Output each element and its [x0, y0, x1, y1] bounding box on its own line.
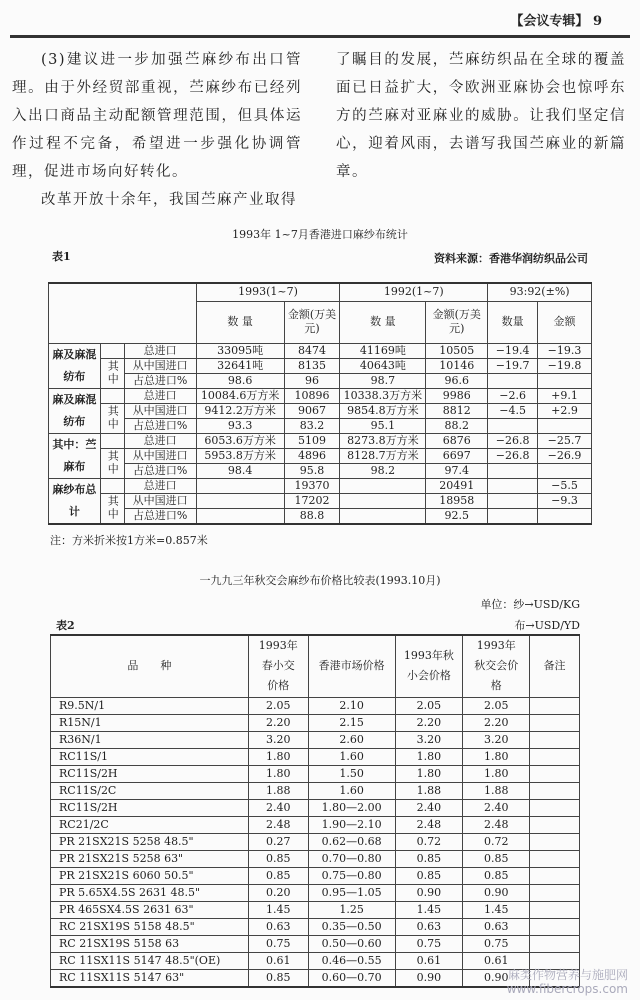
- cell: −19.7: [488, 358, 538, 373]
- variety-name: PR 21SX21S 5258 48.5": [51, 833, 249, 850]
- cell: 41169吨: [340, 343, 426, 358]
- price-cell: 0.61: [395, 952, 463, 969]
- cell: 96.6: [426, 373, 488, 388]
- note-cell: [530, 816, 580, 833]
- variety-name: RC21/2C: [51, 816, 249, 833]
- cell: 98.4: [196, 463, 284, 478]
- page-header: [510, 10, 602, 29]
- cell: 6053.6万方米: [196, 433, 284, 448]
- price-cell: 0.20: [248, 884, 308, 901]
- cell: −26.9: [538, 448, 592, 463]
- table-row: [51, 731, 580, 748]
- cell: 32641吨: [196, 358, 284, 373]
- paragraph: 改革开放十余年，我国苎麻产业取得: [41, 192, 297, 208]
- cell: 93.3: [196, 418, 284, 433]
- row-label: 占总进口%: [124, 373, 196, 388]
- empty-cell: [100, 343, 124, 358]
- table-row: [51, 714, 580, 731]
- cell: 17202: [284, 493, 340, 508]
- column-header: 香港市场价格: [308, 635, 395, 697]
- variety-name: R9.5N/1: [51, 697, 249, 714]
- price-cell: 2.48: [248, 816, 308, 833]
- price-cell: 2.40: [395, 799, 463, 816]
- price-cell: 0.62—0.68: [308, 833, 395, 850]
- cell: −2.6: [488, 388, 538, 403]
- note-cell: [530, 850, 580, 867]
- price-cell: 2.20: [463, 714, 530, 731]
- table-row: [51, 697, 580, 714]
- cell: [538, 373, 592, 388]
- cell: [488, 373, 538, 388]
- cell: −19.3: [538, 343, 592, 358]
- table-row: [49, 463, 592, 478]
- cell: [196, 508, 284, 524]
- empty-cell: [100, 388, 124, 403]
- cell: 6697: [426, 448, 488, 463]
- row-label: 总进口: [124, 478, 196, 493]
- variety-name: PR 21SX21S 6060 50.5": [51, 867, 249, 884]
- cell: 10146: [426, 358, 488, 373]
- cell: 9067: [284, 403, 340, 418]
- table-row: [51, 969, 580, 987]
- note-cell: [530, 799, 580, 816]
- price-cell: 1.45: [248, 901, 308, 918]
- cell: 9854.8万方米: [340, 403, 426, 418]
- price-cell: 0.75: [248, 935, 308, 952]
- row-label: 占总进口%: [124, 463, 196, 478]
- price-cell: 2.48: [395, 816, 463, 833]
- note-cell: [530, 901, 580, 918]
- header-rule: [10, 35, 630, 38]
- note-cell: [530, 867, 580, 884]
- variety-name: R15N/1: [51, 714, 249, 731]
- table-row: [51, 935, 580, 952]
- cell: 40643吨: [340, 358, 426, 373]
- price-cell: 1.60: [308, 748, 395, 765]
- price-cell: 0.63: [395, 918, 463, 935]
- price-cell: 0.61: [463, 952, 530, 969]
- cell: 4896: [284, 448, 340, 463]
- cell: 10338.3万方米: [340, 388, 426, 403]
- table1-source: 资料来源：香港华润纺织品公司: [434, 252, 588, 265]
- table2: [50, 634, 580, 988]
- price-cell: 0.90: [395, 969, 463, 987]
- price-cell: 3.20: [395, 731, 463, 748]
- cell: 33095吨: [196, 343, 284, 358]
- cell: 18958: [426, 493, 488, 508]
- price-cell: 0.72: [463, 833, 530, 850]
- cell: −19.8: [538, 358, 592, 373]
- header-pct: 93:92(±%): [488, 283, 592, 301]
- table-row: [51, 867, 580, 884]
- header-qty: 数 量: [196, 301, 284, 343]
- cell: −25.7: [538, 433, 592, 448]
- table-row: [49, 343, 592, 358]
- table-row: [49, 478, 592, 493]
- group-label: 其中：苎麻布: [49, 433, 101, 478]
- table-row: [51, 782, 580, 799]
- cell: −19.4: [488, 343, 538, 358]
- sub-label: 其中: [100, 403, 124, 433]
- price-cell: 1.25: [308, 901, 395, 918]
- price-cell: 1.80: [248, 748, 308, 765]
- row-label: 总进口: [124, 343, 196, 358]
- cell: −4.5: [488, 403, 538, 418]
- column-header: 1993年秋小会价格: [395, 635, 463, 697]
- price-cell: 0.63: [248, 918, 308, 935]
- column-header: 备注: [530, 635, 580, 697]
- header-amt: 金额(万美元): [426, 301, 488, 343]
- cell: 6876: [426, 433, 488, 448]
- table-row: [51, 816, 580, 833]
- sub-label: 其中: [100, 493, 124, 524]
- table-row: [49, 388, 592, 403]
- sub-label: 其中: [100, 358, 124, 388]
- header-qty: 数 量: [340, 301, 426, 343]
- price-cell: 0.70—0.80: [308, 850, 395, 867]
- cell: −26.8: [488, 448, 538, 463]
- price-cell: 2.20: [248, 714, 308, 731]
- variety-name: RC 11SX11S 5147 48.5"(OE): [51, 952, 249, 969]
- price-cell: 0.60—0.70: [308, 969, 395, 987]
- note-cell: [530, 697, 580, 714]
- variety-name: RC 21SX19S 5158 48.5": [51, 918, 249, 935]
- cell: [340, 478, 426, 493]
- note-cell: [530, 935, 580, 952]
- note-cell: [530, 833, 580, 850]
- cell: 88.2: [426, 418, 488, 433]
- left-column: [12, 46, 302, 214]
- note-cell: [530, 918, 580, 935]
- cell: 92.5: [426, 508, 488, 524]
- table1-label: 表1: [52, 250, 71, 263]
- variety-name: RC11S/2C: [51, 782, 249, 799]
- table-row: [51, 799, 580, 816]
- table-row: [51, 850, 580, 867]
- note-cell: [530, 714, 580, 731]
- cell: 20491: [426, 478, 488, 493]
- column-header: 1993年秋交会价格: [463, 635, 530, 697]
- table2-label: 表2: [56, 619, 75, 632]
- table-row: [49, 508, 592, 524]
- price-cell: 0.90: [463, 969, 530, 987]
- price-cell: 2.10: [308, 697, 395, 714]
- cell: +2.9: [538, 403, 592, 418]
- table-row: [49, 403, 592, 418]
- watermark-line: 麻类作物营养与施肥网: [507, 968, 628, 982]
- empty-cell: [100, 478, 124, 493]
- table-row: [49, 358, 592, 373]
- cell: [340, 508, 426, 524]
- cell: 8812: [426, 403, 488, 418]
- note-cell: [530, 782, 580, 799]
- group-label: 麻及麻混纺布: [49, 388, 101, 433]
- cell: 98.6: [196, 373, 284, 388]
- price-cell: 0.85: [248, 867, 308, 884]
- table-row: [49, 418, 592, 433]
- table-row: [49, 493, 592, 508]
- header-pct-qty: 数量: [488, 301, 538, 343]
- price-cell: 0.95—1.05: [308, 884, 395, 901]
- cell: 10084.6万方米: [196, 388, 284, 403]
- variety-name: RC 21SX19S 5158 63: [51, 935, 249, 952]
- cell: [196, 478, 284, 493]
- column-header: 品 种: [51, 635, 249, 697]
- row-label: 从中国进口: [124, 448, 196, 463]
- price-cell: 0.85: [395, 867, 463, 884]
- price-cell: 2.05: [248, 697, 308, 714]
- price-cell: 0.85: [248, 850, 308, 867]
- price-cell: 0.35—0.50: [308, 918, 395, 935]
- cell: [488, 493, 538, 508]
- price-cell: 1.88: [248, 782, 308, 799]
- sub-label: 其中: [100, 448, 124, 478]
- cell: [538, 418, 592, 433]
- cell: [488, 418, 538, 433]
- price-cell: 2.05: [395, 697, 463, 714]
- table-row: [51, 952, 580, 969]
- price-cell: 1.45: [395, 901, 463, 918]
- note-cell: [530, 952, 580, 969]
- price-cell: 1.50: [308, 765, 395, 782]
- price-cell: 1.88: [463, 782, 530, 799]
- table1-note: 注：方米折米按1方米=0.857米: [50, 534, 208, 547]
- cell: 97.4: [426, 463, 488, 478]
- cell: 8135: [284, 358, 340, 373]
- price-cell: 0.85: [463, 867, 530, 884]
- cell: −9.3: [538, 493, 592, 508]
- note-cell: [530, 731, 580, 748]
- variety-name: RC11S/2H: [51, 765, 249, 782]
- group-label: 麻及麻混纺布: [49, 343, 101, 388]
- cell: 88.8: [284, 508, 340, 524]
- price-cell: 2.05: [463, 697, 530, 714]
- table-row: [51, 918, 580, 935]
- table-row: [51, 833, 580, 850]
- watermark: [507, 968, 628, 996]
- cell: 98.2: [340, 463, 426, 478]
- price-cell: 3.20: [463, 731, 530, 748]
- price-cell: 3.20: [248, 731, 308, 748]
- header-amt: 金额(万美元): [284, 301, 340, 343]
- header-1992: 1992(1~7): [340, 283, 488, 301]
- row-label: 总进口: [124, 388, 196, 403]
- cell: [488, 463, 538, 478]
- price-cell: 1.80: [395, 748, 463, 765]
- price-cell: 1.80: [395, 765, 463, 782]
- table2-unit-cloth: 布→USD/YD: [514, 619, 580, 632]
- cell: 5953.8万方米: [196, 448, 284, 463]
- cell: 98.7: [340, 373, 426, 388]
- price-cell: 2.60: [308, 731, 395, 748]
- group-label: 麻纱布总 计: [49, 478, 101, 524]
- price-cell: 0.72: [395, 833, 463, 850]
- variety-name: RC11S/2H: [51, 799, 249, 816]
- note-cell: [530, 748, 580, 765]
- cell: 10896: [284, 388, 340, 403]
- watermark-line: www.fibercrops.com: [506, 982, 628, 996]
- variety-name: PR 465SX4.5S 2631 63": [51, 901, 249, 918]
- table1-title: 1993年 1~7月香港进口麻纱布统计: [232, 228, 408, 241]
- row-label: 占总进口%: [124, 418, 196, 433]
- row-label: 占总进口%: [124, 508, 196, 524]
- cell: 8474: [284, 343, 340, 358]
- price-cell: 1.88: [395, 782, 463, 799]
- table-row: [51, 765, 580, 782]
- price-cell: 0.61: [248, 952, 308, 969]
- price-cell: 2.48: [463, 816, 530, 833]
- row-label: 从中国进口: [124, 358, 196, 373]
- price-cell: 1.45: [463, 901, 530, 918]
- price-cell: 0.63: [463, 918, 530, 935]
- price-cell: 1.80: [248, 765, 308, 782]
- cell: [538, 463, 592, 478]
- corner-cell: [49, 283, 197, 343]
- cell: 9412.2万方米: [196, 403, 284, 418]
- cell: [488, 508, 538, 524]
- note-cell: [530, 884, 580, 901]
- cell: 9986: [426, 388, 488, 403]
- cell: 83.2: [284, 418, 340, 433]
- table-row: [49, 448, 592, 463]
- price-cell: 0.75—0.80: [308, 867, 395, 884]
- price-cell: 1.80: [463, 748, 530, 765]
- price-cell: 0.90: [395, 884, 463, 901]
- table2-title: 一九九三年秋交会麻纱布价格比较表(1993.10月): [199, 574, 441, 587]
- variety-name: PR 21SX21S 5258 63": [51, 850, 249, 867]
- table-row: [51, 884, 580, 901]
- cell: +9.1: [538, 388, 592, 403]
- variety-name: RC11S/1: [51, 748, 249, 765]
- paragraph: 了瞩目的发展，苎麻纺织品在全球的覆盖面已日益扩大，令欧洲亚麻协会也惊呼东方的苎麻对亚麻业的威胁。让我们坚定信心，迎着风雨，去谱写我国苎麻业的新篇章。: [336, 52, 626, 180]
- cell: 5109: [284, 433, 340, 448]
- row-label: 从中国进口: [124, 493, 196, 508]
- page-number: 9: [592, 14, 602, 29]
- right-column: [336, 46, 626, 186]
- price-cell: 0.46—0.55: [308, 952, 395, 969]
- cell: [340, 493, 426, 508]
- price-cell: 2.40: [463, 799, 530, 816]
- price-cell: 0.85: [248, 969, 308, 987]
- table2-unit-yarn: 单位：纱→USD/KG: [480, 598, 580, 611]
- row-label: 总进口: [124, 433, 196, 448]
- table-row: [51, 901, 580, 918]
- price-cell: 2.40: [248, 799, 308, 816]
- price-cell: 0.75: [395, 935, 463, 952]
- table-row: [49, 373, 592, 388]
- price-cell: 0.75: [463, 935, 530, 952]
- column-header: 1993年春小交价格: [248, 635, 308, 697]
- cell: 95.8: [284, 463, 340, 478]
- cell: 10505: [426, 343, 488, 358]
- price-cell: 1.80—2.00: [308, 799, 395, 816]
- empty-cell: [100, 433, 124, 448]
- variety-name: PR 5.65X4.5S 2631 48.5": [51, 884, 249, 901]
- table-row: [51, 748, 580, 765]
- table1: [48, 282, 592, 525]
- header-pct-amt: 金额: [538, 301, 592, 343]
- cell: −5.5: [538, 478, 592, 493]
- cell: 8128.7万方米: [340, 448, 426, 463]
- price-cell: 0.90: [463, 884, 530, 901]
- variety-name: R36N/1: [51, 731, 249, 748]
- price-cell: 2.15: [308, 714, 395, 731]
- cell: [488, 478, 538, 493]
- price-cell: 0.85: [395, 850, 463, 867]
- row-label: 从中国进口: [124, 403, 196, 418]
- cell: 8273.8万方米: [340, 433, 426, 448]
- cell: 19370: [284, 478, 340, 493]
- cell: 96: [284, 373, 340, 388]
- price-cell: 0.50—0.60: [308, 935, 395, 952]
- cell: [538, 508, 592, 524]
- table-row: [49, 433, 592, 448]
- paragraph: (3)建议进一步加强苎麻纱布出口管理。由于外经贸部重视，苎麻纱布已经列入出口商品主动配额管理范围，但具体运作过程不完备，希望进一步强化协调管理，促进市场向好转化。: [12, 52, 302, 180]
- note-cell: [530, 765, 580, 782]
- price-cell: 0.27: [248, 833, 308, 850]
- variety-name: RC 11SX11S 5147 63": [51, 969, 249, 987]
- section-title: 【会议专辑】: [510, 14, 589, 29]
- price-cell: 1.60: [308, 782, 395, 799]
- cell: [196, 493, 284, 508]
- price-cell: 2.20: [395, 714, 463, 731]
- price-cell: 0.85: [463, 850, 530, 867]
- cell: 95.1: [340, 418, 426, 433]
- cell: −26.8: [488, 433, 538, 448]
- price-cell: 1.80: [463, 765, 530, 782]
- header-1993: 1993(1~7): [196, 283, 340, 301]
- price-cell: 1.90—2.10: [308, 816, 395, 833]
